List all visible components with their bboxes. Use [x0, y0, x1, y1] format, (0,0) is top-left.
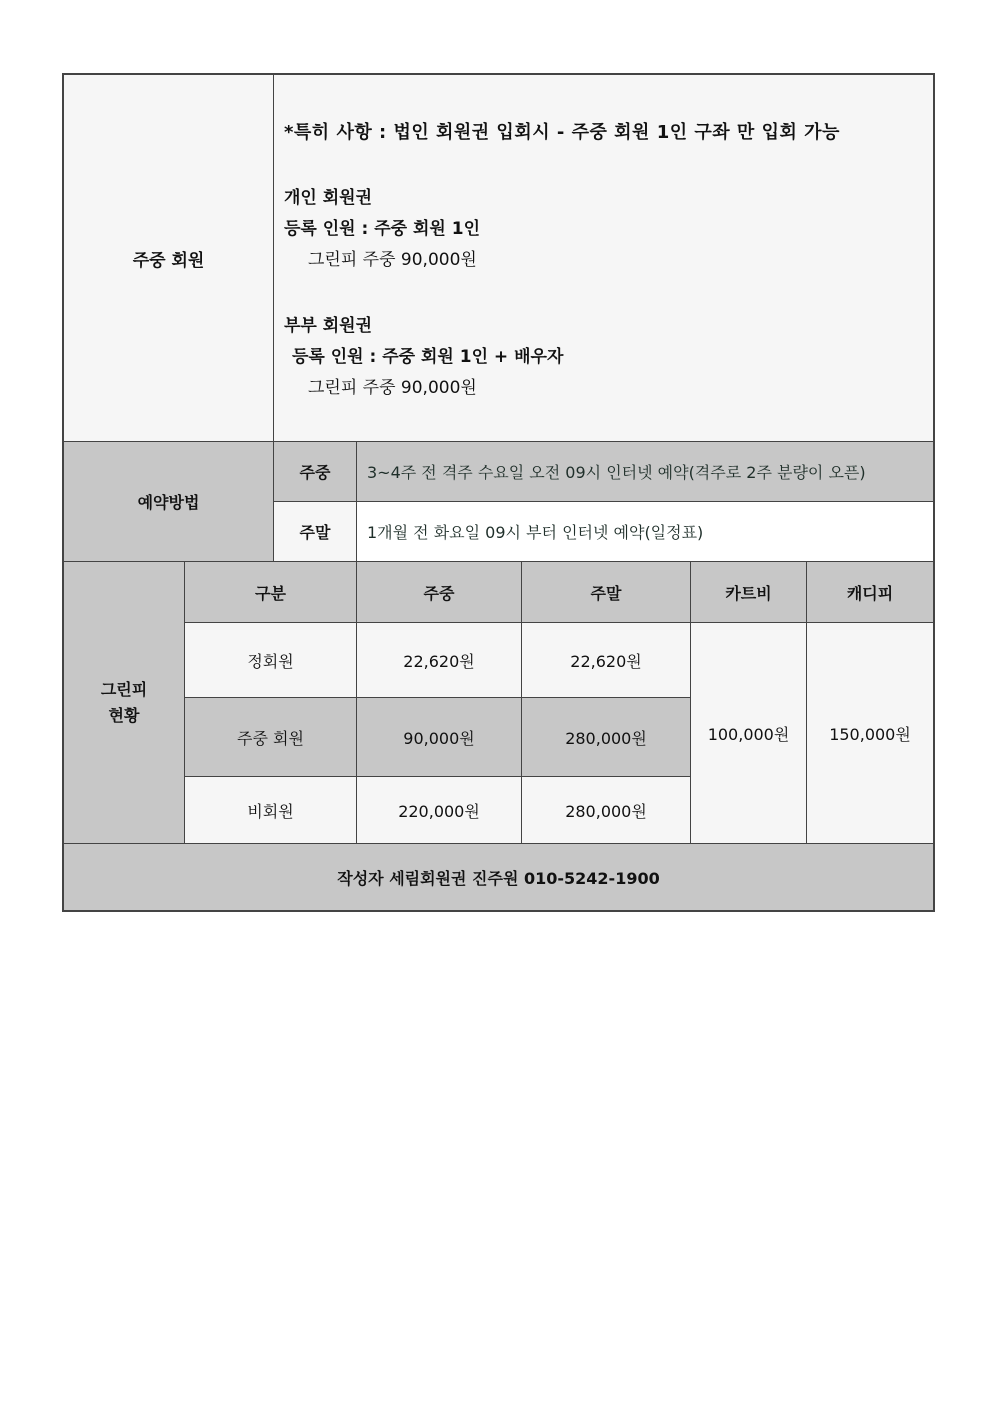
header-cart-fee: 카트비	[691, 562, 807, 623]
green-fee-label-line2: 현황	[108, 705, 140, 725]
reservation-desc: 1개월 전 화요일 09시 부터 인터넷 예약(일정표)	[357, 502, 933, 562]
individual-green-fee: 그린피 주중 90,000원	[308, 250, 477, 270]
table-cell-weekday: 22,620원	[357, 623, 522, 698]
reservation-row-weekend	[274, 502, 933, 562]
header-caddie-fee: 캐디피	[807, 562, 933, 623]
green-fee-label	[64, 562, 185, 843]
table-cell-weekday: 220,000원	[357, 777, 522, 843]
footer-row	[64, 844, 933, 910]
header-weekday: 주중	[357, 562, 522, 623]
couple-green-fee: 그린피 주중 90,000원	[308, 378, 477, 398]
table-cell-type: 주중 회원	[185, 698, 357, 777]
couple-registration: 등록 인원 : 주중 회원 1인 + 배우자	[292, 347, 564, 367]
notice-text: *특히 사항 : 법인 회원권 입회시 - 주중 회원 1인 구좌 만 입회 가능	[284, 122, 840, 143]
reservation-desc: 3~4주 전 격주 수요일 오전 09시 인터넷 예약(격주로 2주 분량이 오픈)	[357, 442, 933, 501]
author-info: 작성자 세림회원권 진주원 010-5242-1900	[64, 844, 933, 910]
table-cell-weekend: 280,000원	[522, 698, 691, 777]
member-section-content	[274, 75, 933, 441]
reservation-kind: 주중	[274, 442, 357, 501]
table-cell-type: 정회원	[185, 623, 357, 698]
table-cell-weekend: 22,620원	[522, 623, 691, 698]
member-section-label: 주중 회원	[64, 75, 274, 441]
cart-fee-value: 100,000원	[691, 623, 807, 843]
reservation-row-weekday	[274, 442, 933, 502]
green-fee-grid	[185, 562, 933, 843]
header-type: 구분	[185, 562, 357, 623]
reservation-kind: 주말	[274, 502, 357, 562]
table-cell-weekday: 90,000원	[357, 698, 522, 777]
reservation-section	[64, 442, 933, 562]
table-cell-weekend: 280,000원	[522, 777, 691, 843]
individual-title: 개인 회원권	[284, 188, 373, 208]
couple-title: 부부 회원권	[284, 316, 373, 336]
individual-registration: 등록 인원 : 주중 회원 1인	[284, 219, 481, 239]
green-fee-label-line1: 그린피	[100, 679, 148, 699]
caddie-fee-value: 150,000원	[807, 623, 933, 843]
table-cell-type: 비회원	[185, 777, 357, 843]
membership-info-table	[62, 73, 935, 912]
header-weekend: 주말	[522, 562, 691, 623]
member-section	[64, 75, 933, 442]
reservation-label: 예약방법	[64, 442, 274, 561]
green-fee-section	[64, 562, 933, 844]
